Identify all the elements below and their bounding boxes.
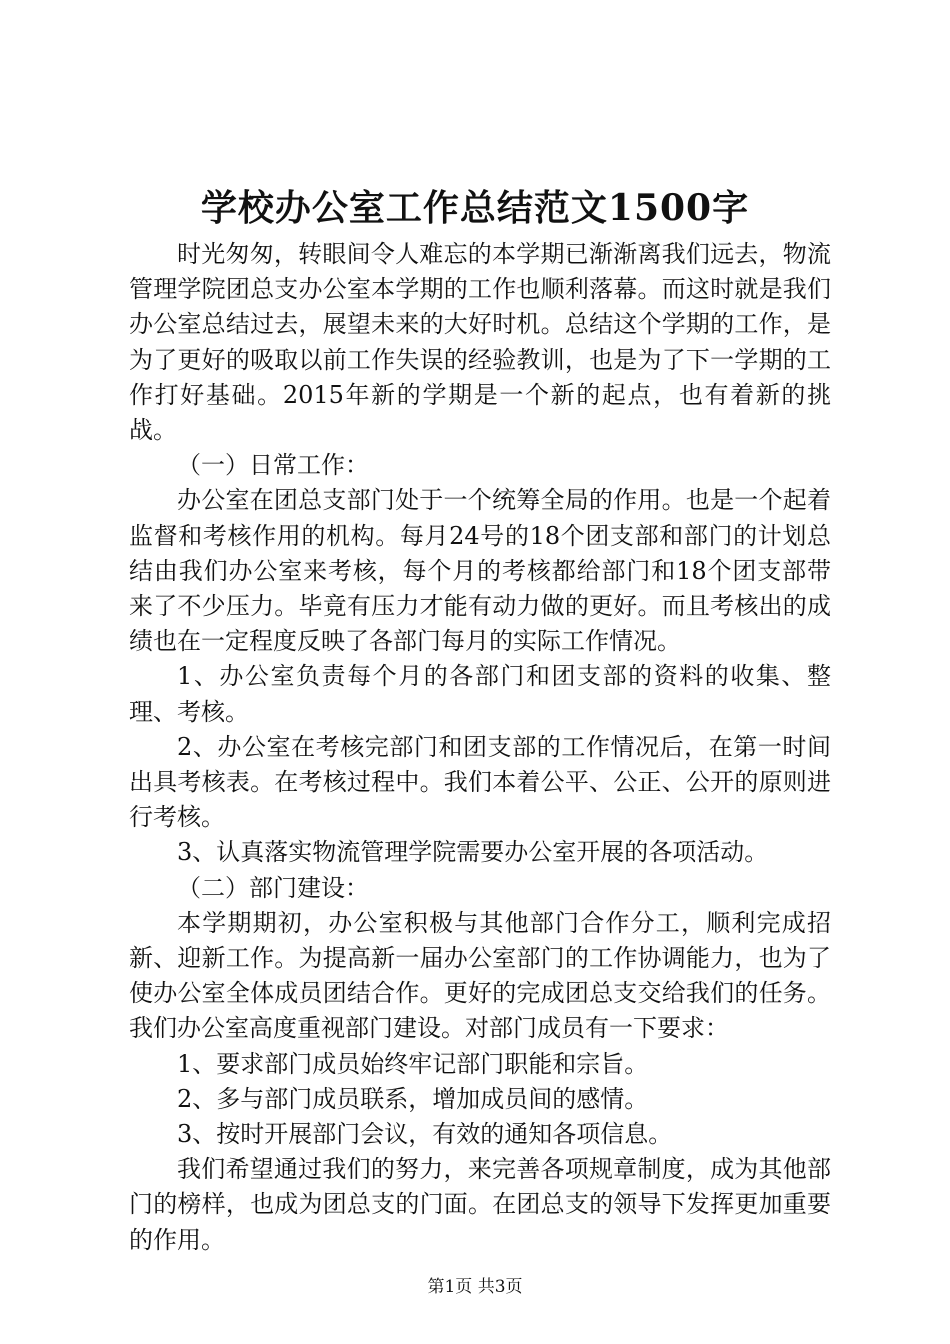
section-heading-department: （二）部门建设：	[177, 873, 369, 902]
section-heading-daily-work: （一）日常工作：	[177, 451, 369, 480]
list-item-daily-2: 2、办公室在考核完部门和团支部的工作情况后，在第一时间出具考核表。在考核过程中。我们本着公平、公正、公开的原则进行考核。	[129, 732, 831, 832]
document-title: 学校办公室工作总结范文1500字	[200, 187, 750, 229]
paragraph-department: 本学期期初，办公室积极与其他部门合作分工，顺利完成招新、迎新工作。为提高新一届办公室部门的工作协调能力，也为了使办公室全体成员团结合作。更好的完成团总支交给我们的任务。我们办公室高度重视部门建设。对部门成员有一下要求：	[129, 908, 831, 1043]
page-number-footer: 第1页 共3页	[427, 1277, 523, 1297]
list-item-daily-3: 3、认真落实物流管理学院需要办公室开展的各项活动。	[177, 838, 769, 867]
paragraph-closing: 我们希望通过我们的努力，来完善各项规章制度，成为其他部门的榜样，也成为团总支的门面。在团总支的领导下发挥更加重要的作用。	[129, 1155, 831, 1254]
paragraph-intro: 时光匆匆，转眼间令人难忘的本学期已渐渐离我们远去，物流管理学院团总支办公室本学期的工作也顺利落幕。而这时就是我们办公室总结过去，展望未来的大好时机。总结这个学期的工作，是为了更好的吸取以前工作失误的经验教训，也是为了下一学期的工作打好基础。2015年新的学期是一个新的起点，也有着新的挑战。	[129, 240, 831, 445]
list-item-department-2: 2、多与部门成员联系，增加成员间的感情。	[177, 1084, 649, 1113]
list-item-department-1: 1、要求部门成员始终牢记部门职能和宗旨。	[177, 1049, 649, 1078]
document-body	[129, 237, 831, 1258]
list-item-daily-1: 1、办公室负责每个月的各部门和团支部的资料的收集、整理、考核。	[129, 662, 831, 726]
list-item-department-3: 3、按时开展部门会议，有效的通知各项信息。	[177, 1120, 673, 1149]
paragraph-daily-work: 办公室在团总支部门处于一个统筹全局的作用。也是一个起着监督和考核作用的机构。每月24号的18个团支部和部门的计划总结由我们办公室来考核，每个月的考核都给部门和18个团支部带来了不少压力。毕竟有压力才能有动力做的更好。而且考核出的成绩也在一定程度反映了各部门每月的实际工作情况。	[129, 486, 831, 656]
